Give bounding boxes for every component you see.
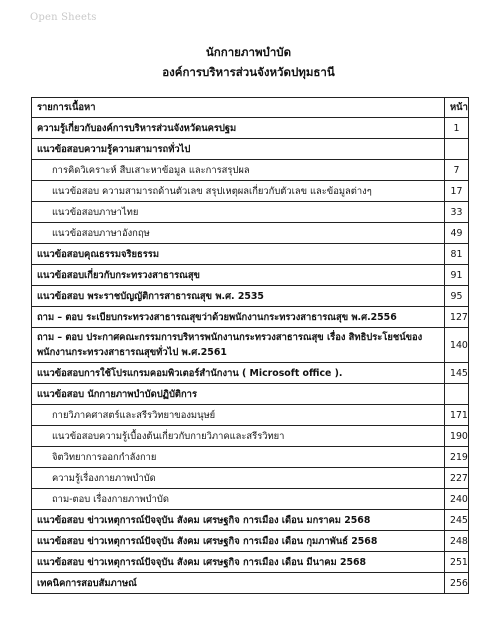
table-body	[32, 118, 469, 594]
toc-entry-page: 145	[445, 363, 469, 384]
table-row	[32, 510, 469, 531]
toc-entry-page: 81	[445, 244, 469, 265]
document-title: นักกายภาพบำบัด	[205, 45, 292, 59]
table-row	[32, 139, 469, 160]
table-row	[32, 405, 469, 426]
toc-entry-text: แนวข้อสอบความรู้เบื้องต้นเกี่ยวกับกายวิภาคและสรีรวิทยา	[32, 426, 445, 447]
toc-entry-text: แนวข้อสอบการใช้โปรแกรมคอมพิวเตอร์สำนักงาน ( Microsoft office ).	[32, 363, 445, 384]
toc-entry-text: เทคนิคการสอบสัมภาษณ์	[32, 573, 445, 594]
toc-entry-page: 256	[445, 573, 469, 594]
toc-entry-text: ถาม-ตอบ เรื่องกายภาพบำบัด	[32, 489, 445, 510]
toc-entry-page: 17	[445, 181, 469, 202]
toc-entry-text: แนวข้อสอบ ข่าวเหตุการณ์ปัจจุบัน สังคม เศรษฐกิจ การเมือง เดือน มีนาคม 2568	[32, 552, 445, 573]
table-row	[32, 307, 469, 328]
toc-entry-text: จิตวิทยาการออกกำลังกาย	[32, 447, 445, 468]
toc-entry-page: 240	[445, 489, 469, 510]
toc-entry-page: 49	[445, 223, 469, 244]
toc-entry-text: แนวข้อสอบคุณธรรมจริยธรรม	[32, 244, 445, 265]
toc-entry-page: 245	[445, 510, 469, 531]
toc-entry-page: 190	[445, 426, 469, 447]
toc-entry-text: ความรู้เรื่องกายภาพบำบัด	[32, 468, 445, 489]
toc-entry-text: กายวิภาคศาสตร์และสรีรวิทยาของมนุษย์	[32, 405, 445, 426]
toc-entry-page	[445, 384, 469, 405]
table-row	[32, 181, 469, 202]
table-row	[32, 223, 469, 244]
table-of-contents	[31, 97, 469, 594]
toc-entry-page: 91	[445, 265, 469, 286]
table-row	[32, 384, 469, 405]
table-row	[32, 328, 469, 363]
table-row	[32, 447, 469, 468]
table-row	[32, 160, 469, 181]
table-row	[32, 286, 469, 307]
toc-entry-text: ถาม – ตอบ ประกาศคณะกรรมการบริหารพนักงานกระทรวงสาธารณสุข เรื่อง สิทธิประโยชน์ของพนักงานกระทรวงสาธารณสุขทั่วไป พ.ศ.2561	[32, 328, 445, 363]
table-row	[32, 573, 469, 594]
table-row	[32, 265, 469, 286]
toc-entry-page: 1	[445, 118, 469, 139]
toc-entry-text: แนวข้อสอบความรู้ความสามารถทั่วไป	[32, 139, 445, 160]
toc-entry-text: แนวข้อสอบ พระราชบัญญัติการสาธารณสุข พ.ศ. 2535	[32, 286, 445, 307]
document-subtitle: องค์การบริหารส่วนจังหวัดปทุมธานี	[162, 65, 335, 79]
toc-entry-page: 140	[445, 328, 469, 363]
table-row	[32, 489, 469, 510]
table-row	[32, 118, 469, 139]
toc-entry-text: แนวข้อสอบภาษาไทย	[32, 202, 445, 223]
column-header-page: หน้า	[445, 98, 469, 118]
toc-entry-page: 7	[445, 160, 469, 181]
toc-entry-text: แนวข้อสอบ ข่าวเหตุการณ์ปัจจุบัน สังคม เศรษฐกิจ การเมือง เดือน กุมภาพันธ์ 2568	[32, 531, 445, 552]
toc-entry-text: แนวข้อสอบเกี่ยวกับกระทรวงสาธารณสุข	[32, 265, 445, 286]
table-row	[32, 244, 469, 265]
toc-entry-page	[445, 139, 469, 160]
toc-entry-page: 33	[445, 202, 469, 223]
toc-entry-text: แนวข้อสอบภาษาอังกฤษ	[32, 223, 445, 244]
toc-entry-page: 251	[445, 552, 469, 573]
toc-entry-page: 227	[445, 468, 469, 489]
table-row	[32, 426, 469, 447]
table-row	[32, 202, 469, 223]
toc-entry-page: 127	[445, 307, 469, 328]
table-row	[32, 468, 469, 489]
toc-entry-page: 248	[445, 531, 469, 552]
watermark-logo: Open Sheets	[30, 12, 97, 23]
toc-entry-text: ความรู้เกี่ยวกับองค์การบริหารส่วนจังหวัดนครปฐม	[32, 118, 445, 139]
toc-entry-page: 95	[445, 286, 469, 307]
toc-entry-text: แนวข้อสอบ นักกายภาพบำบัดปฏิบัติการ	[32, 384, 445, 405]
toc-entry-text: การคิดวิเคราะห์ สืบเสาะหาข้อมูล และการสรุปผล	[32, 160, 445, 181]
table-row	[32, 363, 469, 384]
document-header	[0, 44, 497, 80]
table-row	[32, 552, 469, 573]
toc-entry-text: แนวข้อสอบ ข่าวเหตุการณ์ปัจจุบัน สังคม เศรษฐกิจ การเมือง เดือน มกราคม 2568	[32, 510, 445, 531]
table-header-row	[32, 98, 469, 118]
toc-entry-page: 219	[445, 447, 469, 468]
column-header-content: รายการเนื้อหา	[32, 98, 445, 118]
toc-entry-page: 171	[445, 405, 469, 426]
table-row	[32, 531, 469, 552]
toc-entry-text: แนวข้อสอบ ความสามารถด้านตัวเลข สรุปเหตุผลเกี่ยวกับตัวเลข และข้อมูลต่างๆ	[32, 181, 445, 202]
toc-entry-text: ถาม – ตอบ ระเบียบกระทรวงสาธารณสุขว่าด้วยพนักงานกระทรวงสาธารณสุข พ.ศ.2556	[32, 307, 445, 328]
